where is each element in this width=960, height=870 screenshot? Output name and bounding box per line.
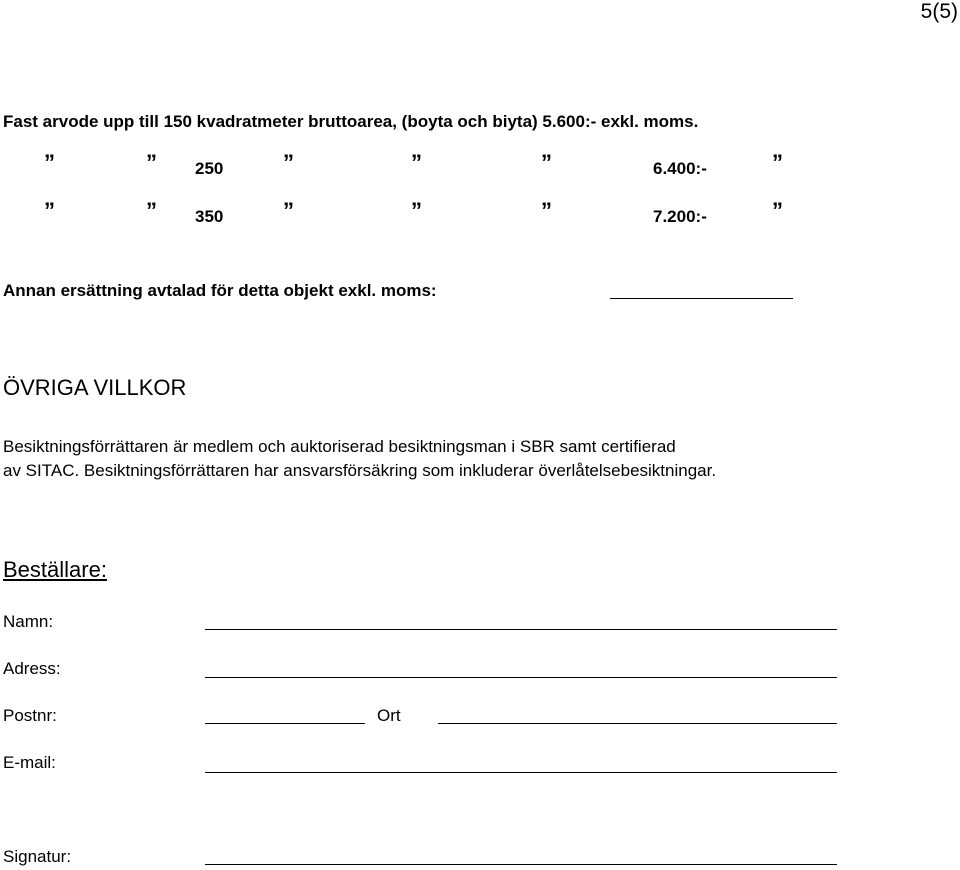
ditto-mark: ” [283, 198, 294, 223]
city-label: Ort [377, 706, 401, 725]
ditto-mark: ” [541, 150, 552, 175]
ditto-mark: ” [411, 198, 422, 223]
email-label: E-mail: [3, 753, 56, 772]
ditto-mark: ” [146, 198, 157, 223]
fixed-fee-line: Fast arvode upp till 150 kvadratmeter bruttoarea, (boyta och biyta) 5.600:- exkl. moms. [3, 112, 699, 131]
ditto-mark: ” [44, 198, 55, 223]
ditto-mark: ” [541, 198, 552, 223]
signature-label: Signatur: [3, 847, 72, 866]
address-field[interactable] [205, 677, 837, 678]
email-field[interactable] [205, 772, 837, 773]
other-compensation-field[interactable] [610, 298, 793, 299]
ditto-mark: ” [146, 150, 157, 175]
fee-price: 7.200:- [653, 207, 707, 226]
fee-area: 250 [195, 159, 224, 178]
city-field[interactable] [438, 723, 837, 724]
ditto-mark: ” [283, 150, 294, 175]
ditto-mark: ” [772, 150, 783, 175]
other-compensation-label: Annan ersättning avtalad för detta objekt exkl. moms: [3, 281, 437, 300]
ditto-mark: ” [411, 150, 422, 175]
address-label: Adress: [3, 659, 61, 678]
terms-heading: ÖVRIGA VILLKOR [3, 375, 187, 400]
ditto-mark: ” [44, 150, 55, 175]
ditto-mark: ” [772, 198, 783, 223]
name-field[interactable] [205, 629, 837, 630]
postcode-field[interactable] [205, 723, 365, 724]
terms-paragraph-line-2: av SITAC. Besiktningsförrättaren har ansvarsförsäkring som inkluderar överlåtelsebesiktningar. [3, 461, 717, 480]
terms-paragraph-line-1: Besiktningsförrättaren är medlem och auktoriserad besiktningsman i SBR samt certifierad [3, 437, 676, 456]
orderer-title: Beställare: [3, 557, 107, 582]
page-number: 5(5) [920, 0, 958, 23]
signature-field[interactable] [205, 864, 837, 865]
fee-area: 350 [195, 207, 224, 226]
postcode-label: Postnr: [3, 706, 57, 725]
fee-price: 6.400:- [653, 159, 707, 178]
name-label: Namn: [3, 612, 54, 631]
